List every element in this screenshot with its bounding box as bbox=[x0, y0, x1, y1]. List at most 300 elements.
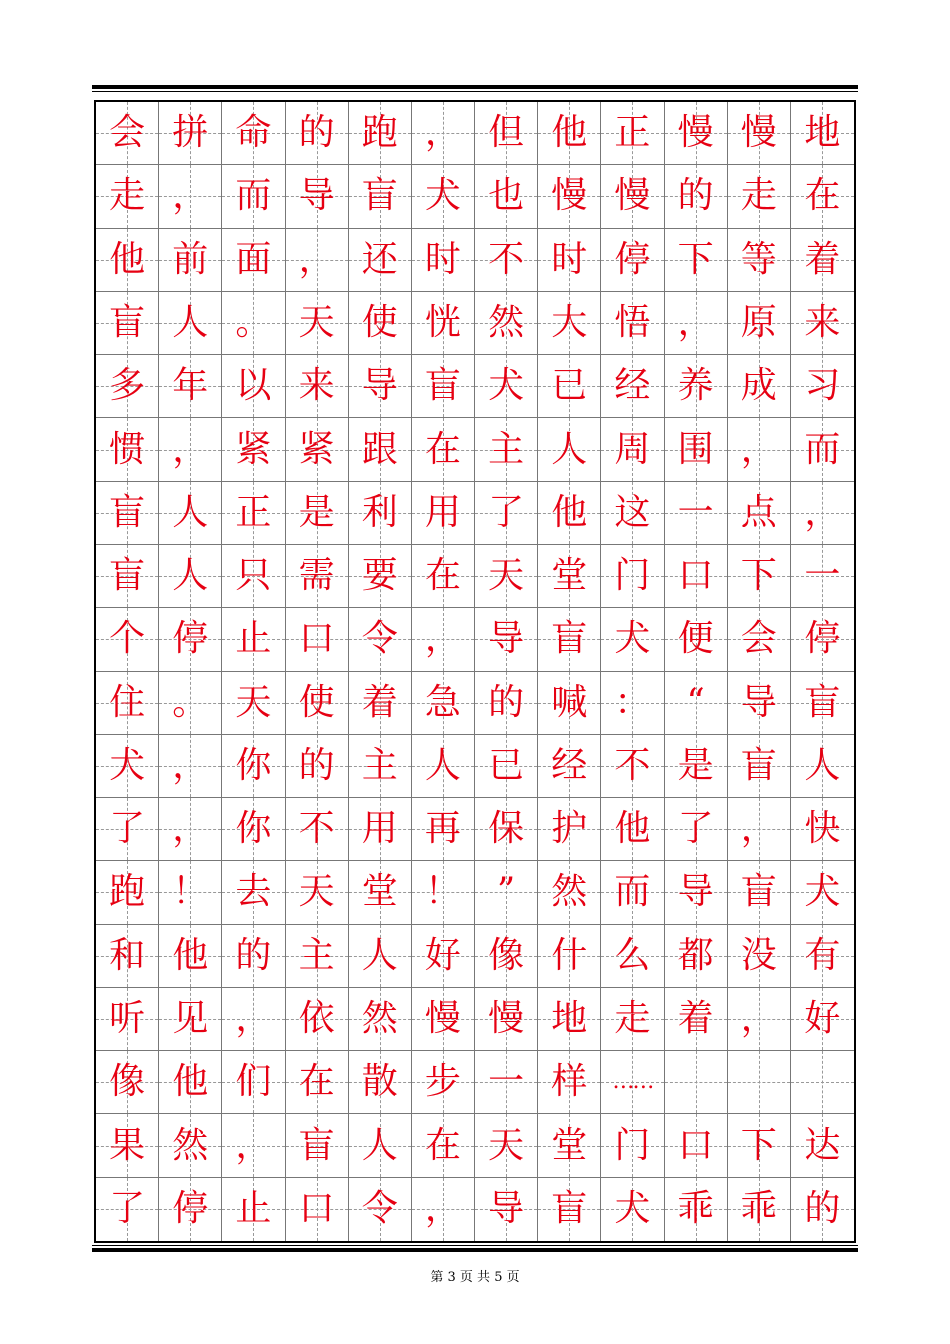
grid-cell bbox=[349, 482, 412, 545]
grid-cell bbox=[96, 735, 159, 798]
grid-cell bbox=[412, 735, 475, 798]
grid-char: 盲 bbox=[109, 301, 146, 343]
grid-cell bbox=[159, 165, 222, 228]
grid-cell bbox=[96, 925, 159, 988]
grid-cell bbox=[286, 798, 349, 861]
grid-cell bbox=[601, 545, 664, 608]
grid-char: 这 bbox=[614, 491, 651, 533]
grid-char: 堂 bbox=[551, 555, 588, 597]
grid-char: 面 bbox=[235, 238, 272, 280]
grid-char: 是 bbox=[298, 491, 335, 533]
grid-char: 惯 bbox=[109, 428, 146, 470]
grid-char: 个 bbox=[109, 618, 146, 660]
grid-char: 着 bbox=[804, 238, 841, 280]
grid-cell bbox=[286, 482, 349, 545]
grid-char: 利 bbox=[361, 491, 398, 533]
grid-char: 要 bbox=[361, 555, 398, 597]
grid-cell bbox=[412, 672, 475, 735]
grid-cell bbox=[222, 418, 285, 481]
grid-cell bbox=[222, 798, 285, 861]
grid-char: 天 bbox=[298, 301, 335, 343]
grid-cell bbox=[349, 165, 412, 228]
grid-cell bbox=[728, 545, 791, 608]
grid-cell bbox=[665, 608, 728, 671]
grid-cell bbox=[601, 608, 664, 671]
grid-char: 你 bbox=[235, 808, 272, 850]
grid-char: 以 bbox=[235, 365, 272, 407]
grid-char: 点 bbox=[740, 491, 777, 533]
grid-char: 的 bbox=[298, 112, 335, 154]
grid-cell bbox=[601, 165, 664, 228]
grid-cell bbox=[601, 1114, 664, 1177]
grid-cell bbox=[728, 355, 791, 418]
grid-cell bbox=[475, 1051, 538, 1114]
grid-cell bbox=[286, 672, 349, 735]
grid-char: 围 bbox=[677, 428, 714, 470]
grid-cell bbox=[412, 418, 475, 481]
grid-char: ， bbox=[172, 808, 209, 850]
grid-char: 盲 bbox=[361, 175, 398, 217]
grid-char: 停 bbox=[804, 618, 841, 660]
grid-char: “ bbox=[686, 681, 705, 723]
grid-char: 不 bbox=[298, 808, 335, 850]
grid-char: ！ bbox=[424, 871, 461, 913]
grid-cell bbox=[538, 988, 601, 1051]
grid-cell bbox=[538, 418, 601, 481]
grid-char: 乖 bbox=[740, 1188, 777, 1230]
grid-char: ， bbox=[424, 1188, 461, 1230]
grid-cell bbox=[159, 1178, 222, 1241]
grid-char: 在 bbox=[424, 428, 461, 470]
grid-cell bbox=[349, 102, 412, 165]
grid-char: 是 bbox=[677, 744, 714, 786]
grid-cell bbox=[286, 861, 349, 924]
grid-cell bbox=[222, 735, 285, 798]
grid-char: 拼 bbox=[172, 112, 209, 154]
grid-cell bbox=[412, 102, 475, 165]
grid-char: ！ bbox=[172, 871, 209, 913]
grid-cell bbox=[728, 1051, 791, 1114]
grid-char: 乖 bbox=[677, 1188, 714, 1230]
grid-cell bbox=[791, 1051, 854, 1114]
grid-cell bbox=[96, 229, 159, 292]
grid-char: 时 bbox=[424, 238, 461, 280]
grid-char: 堂 bbox=[551, 1124, 588, 1166]
grid-char: 而 bbox=[235, 175, 272, 217]
top-rule-thin bbox=[92, 91, 858, 92]
grid-cell bbox=[791, 165, 854, 228]
grid-cell bbox=[665, 1178, 728, 1241]
grid-cell bbox=[412, 545, 475, 608]
grid-char: 下 bbox=[740, 1124, 777, 1166]
grid-char: 使 bbox=[298, 681, 335, 723]
grid-char: 盲 bbox=[109, 491, 146, 533]
grid-cell bbox=[349, 1114, 412, 1177]
grid-char: ： bbox=[614, 681, 651, 723]
grid-cell bbox=[286, 229, 349, 292]
grid-char: 再 bbox=[424, 808, 461, 850]
grid-cell bbox=[538, 482, 601, 545]
grid-cell bbox=[665, 861, 728, 924]
grid-cell bbox=[222, 861, 285, 924]
grid-char: 保 bbox=[488, 808, 525, 850]
grid-char: ， bbox=[424, 112, 461, 154]
grid-char: 人 bbox=[804, 744, 841, 786]
grid-cell bbox=[159, 925, 222, 988]
grid-cell bbox=[538, 1114, 601, 1177]
grid-cell bbox=[475, 418, 538, 481]
grid-cell bbox=[728, 608, 791, 671]
grid-char: 成 bbox=[740, 365, 777, 407]
grid-char: 堂 bbox=[361, 871, 398, 913]
grid-char: 导 bbox=[298, 175, 335, 217]
grid-char: 还 bbox=[361, 238, 398, 280]
grid-cell bbox=[222, 988, 285, 1051]
grid-cell bbox=[791, 545, 854, 608]
grid-char: 人 bbox=[172, 491, 209, 533]
grid-cell bbox=[96, 1178, 159, 1241]
grid-char: 慢 bbox=[614, 175, 651, 217]
grid-char: 门 bbox=[614, 555, 651, 597]
grid-char: 地 bbox=[551, 998, 588, 1040]
grid-char: 跑 bbox=[361, 112, 398, 154]
grid-cell bbox=[538, 292, 601, 355]
grid-char: 导 bbox=[740, 681, 777, 723]
grid-char: 前 bbox=[172, 238, 209, 280]
grid-cell bbox=[791, 292, 854, 355]
grid-cell bbox=[538, 925, 601, 988]
grid-char: 导 bbox=[488, 618, 525, 660]
grid-cell bbox=[159, 798, 222, 861]
grid-char: 天 bbox=[235, 681, 272, 723]
grid-char: 慢 bbox=[488, 998, 525, 1040]
grid-char: 已 bbox=[488, 744, 525, 786]
grid-char: 像 bbox=[488, 934, 525, 976]
grid-char: 他 bbox=[551, 491, 588, 533]
grid-cell bbox=[475, 1178, 538, 1241]
grid-char: 了 bbox=[677, 808, 714, 850]
grid-char: 停 bbox=[172, 618, 209, 660]
grid-cell bbox=[222, 229, 285, 292]
grid-cell bbox=[475, 672, 538, 735]
grid-cell bbox=[538, 608, 601, 671]
grid-cell bbox=[475, 798, 538, 861]
grid-cell bbox=[96, 861, 159, 924]
grid-cell bbox=[601, 988, 664, 1051]
grid-cell bbox=[349, 735, 412, 798]
grid-cell bbox=[159, 861, 222, 924]
grid-char: 和 bbox=[109, 934, 146, 976]
grid-cell bbox=[286, 102, 349, 165]
grid-char: 步 bbox=[424, 1061, 461, 1103]
grid-cell bbox=[538, 165, 601, 228]
grid-cell bbox=[286, 1114, 349, 1177]
grid-cell bbox=[538, 735, 601, 798]
grid-cell bbox=[349, 798, 412, 861]
grid-char: 用 bbox=[424, 491, 461, 533]
grid-char: 只 bbox=[235, 555, 272, 597]
grid-char: 的 bbox=[488, 681, 525, 723]
grid-cell bbox=[728, 988, 791, 1051]
grid-char: 主 bbox=[488, 428, 525, 470]
grid-char: 停 bbox=[172, 1188, 209, 1230]
grid-char: 听 bbox=[109, 998, 146, 1040]
grid-cell bbox=[665, 672, 728, 735]
grid-char: 好 bbox=[804, 998, 841, 1040]
top-rule bbox=[92, 85, 858, 89]
grid-cell bbox=[791, 418, 854, 481]
grid-char: 来 bbox=[804, 301, 841, 343]
grid-char: 的 bbox=[298, 744, 335, 786]
grid-char: 来 bbox=[298, 365, 335, 407]
grid-cell bbox=[538, 861, 601, 924]
grid-char: 止 bbox=[235, 1188, 272, 1230]
grid-cell bbox=[728, 1114, 791, 1177]
grid-char: 年 bbox=[172, 365, 209, 407]
grid-cell bbox=[601, 292, 664, 355]
grid-cell bbox=[538, 355, 601, 418]
grid-cell bbox=[665, 355, 728, 418]
grid-cell bbox=[96, 545, 159, 608]
grid-char: 然 bbox=[488, 301, 525, 343]
grid-cell bbox=[538, 1051, 601, 1114]
grid-char: 在 bbox=[298, 1061, 335, 1103]
grid-cell bbox=[159, 418, 222, 481]
grid-char: 了 bbox=[109, 808, 146, 850]
grid-char: 见 bbox=[172, 998, 209, 1040]
grid-cell bbox=[159, 1114, 222, 1177]
grid-char: 口 bbox=[298, 1188, 335, 1230]
grid-cell bbox=[601, 925, 664, 988]
grid-char: 但 bbox=[488, 112, 525, 154]
grid-cell bbox=[349, 608, 412, 671]
grid-cell bbox=[538, 102, 601, 165]
grid-cell bbox=[665, 165, 728, 228]
grid-char: 停 bbox=[614, 238, 651, 280]
grid-cell bbox=[791, 861, 854, 924]
grid-char: 盲 bbox=[740, 871, 777, 913]
grid-char: 有 bbox=[804, 934, 841, 976]
grid-cell bbox=[791, 798, 854, 861]
grid-cell bbox=[412, 355, 475, 418]
grid-cell bbox=[222, 1051, 285, 1114]
grid-cell bbox=[96, 1051, 159, 1114]
grid-cell bbox=[96, 482, 159, 545]
grid-char: 果 bbox=[109, 1124, 146, 1166]
grid-char: 口 bbox=[298, 618, 335, 660]
grid-cell bbox=[286, 988, 349, 1051]
grid-char: 主 bbox=[298, 934, 335, 976]
grid-cell bbox=[475, 355, 538, 418]
grid-char: 不 bbox=[488, 238, 525, 280]
grid-cell bbox=[475, 608, 538, 671]
grid-char: 了 bbox=[109, 1188, 146, 1230]
grid-char: 用 bbox=[361, 808, 398, 850]
grid-cell bbox=[601, 418, 664, 481]
grid-cell bbox=[601, 798, 664, 861]
grid-char: ， bbox=[235, 998, 272, 1040]
grid-char: 人 bbox=[424, 744, 461, 786]
grid-char: 在 bbox=[424, 555, 461, 597]
grid-char: 急 bbox=[424, 681, 461, 723]
grid-char: 一 bbox=[488, 1061, 525, 1103]
grid-char: ， bbox=[172, 744, 209, 786]
grid-char: 紧 bbox=[298, 428, 335, 470]
grid-cell bbox=[412, 861, 475, 924]
grid-char: 需 bbox=[298, 555, 335, 597]
grid-char: 习 bbox=[804, 365, 841, 407]
grid-cell bbox=[665, 292, 728, 355]
grid-cell bbox=[286, 165, 349, 228]
grid-cell bbox=[286, 545, 349, 608]
grid-char: 天 bbox=[298, 871, 335, 913]
grid-char: 盲 bbox=[804, 681, 841, 723]
grid-char: 令 bbox=[361, 1188, 398, 1230]
grid-cell bbox=[538, 672, 601, 735]
grid-char: 人 bbox=[361, 934, 398, 976]
grid-cell bbox=[349, 292, 412, 355]
grid-cell bbox=[665, 735, 728, 798]
grid-cell bbox=[96, 608, 159, 671]
grid-cell bbox=[96, 988, 159, 1051]
grid-cell bbox=[222, 608, 285, 671]
grid-cell bbox=[222, 545, 285, 608]
grid-cell bbox=[159, 229, 222, 292]
grid-char: 跑 bbox=[109, 871, 146, 913]
grid-cell bbox=[728, 672, 791, 735]
grid-char: 你 bbox=[235, 744, 272, 786]
grid-cell bbox=[601, 1051, 664, 1114]
grid-char: 养 bbox=[677, 365, 714, 407]
grid-cell bbox=[96, 418, 159, 481]
grid-char: 什 bbox=[551, 934, 588, 976]
grid-char: 走 bbox=[740, 175, 777, 217]
grid-char: 喊 bbox=[551, 681, 588, 723]
grid-char: 原 bbox=[740, 301, 777, 343]
grid-char: ， bbox=[804, 491, 841, 533]
grid-cell bbox=[791, 925, 854, 988]
grid-char: 口 bbox=[677, 1124, 714, 1166]
grid-cell bbox=[728, 292, 791, 355]
grid-cell bbox=[286, 292, 349, 355]
grid-cell bbox=[412, 292, 475, 355]
grid-cell bbox=[222, 102, 285, 165]
grid-cell bbox=[475, 292, 538, 355]
grid-cell bbox=[475, 735, 538, 798]
grid-cell bbox=[349, 861, 412, 924]
grid-char: 也 bbox=[488, 175, 525, 217]
grid-char: ， bbox=[677, 301, 714, 343]
grid-char: 悟 bbox=[614, 301, 651, 343]
grid-char: 盲 bbox=[298, 1124, 335, 1166]
grid-cell bbox=[412, 165, 475, 228]
grid-char: 时 bbox=[551, 238, 588, 280]
grid-cell bbox=[475, 988, 538, 1051]
grid-char: 慢 bbox=[424, 998, 461, 1040]
grid-cell bbox=[159, 545, 222, 608]
grid-cell bbox=[159, 292, 222, 355]
grid-char: 人 bbox=[361, 1124, 398, 1166]
grid-cell bbox=[665, 1114, 728, 1177]
grid-cell bbox=[791, 608, 854, 671]
grid-char: ， bbox=[172, 175, 209, 217]
grid-cell bbox=[159, 672, 222, 735]
grid-char: 经 bbox=[614, 365, 651, 407]
grid-char: 的 bbox=[235, 934, 272, 976]
grid-cell bbox=[665, 988, 728, 1051]
grid-cell bbox=[159, 608, 222, 671]
bottom-rule-thin bbox=[92, 1245, 858, 1246]
grid-cell bbox=[665, 418, 728, 481]
grid-cell bbox=[222, 292, 285, 355]
grid-char: 犬 bbox=[424, 175, 461, 217]
grid-char: 的 bbox=[677, 175, 714, 217]
grid-char: 散 bbox=[361, 1061, 398, 1103]
grid-char: 人 bbox=[172, 555, 209, 597]
grid-cell bbox=[475, 229, 538, 292]
grid-cell bbox=[286, 735, 349, 798]
grid-cell bbox=[96, 165, 159, 228]
grid-cell bbox=[412, 925, 475, 988]
grid-cell bbox=[349, 988, 412, 1051]
bottom-rule bbox=[92, 1248, 858, 1252]
grid-char: 他 bbox=[614, 808, 651, 850]
grid-char: 便 bbox=[677, 618, 714, 660]
grid-char: 走 bbox=[614, 998, 651, 1040]
grid-char: 样 bbox=[551, 1061, 588, 1103]
grid-char: 正 bbox=[614, 112, 651, 154]
grid-cell bbox=[791, 229, 854, 292]
grid-char: 然 bbox=[551, 871, 588, 913]
grid-cell bbox=[475, 482, 538, 545]
grid-cell bbox=[349, 1178, 412, 1241]
grid-cell bbox=[601, 672, 664, 735]
grid-cell bbox=[538, 545, 601, 608]
grid-char: 他 bbox=[109, 238, 146, 280]
grid-char: 导 bbox=[361, 365, 398, 407]
grid-char: 住 bbox=[109, 681, 146, 723]
grid-cell bbox=[791, 355, 854, 418]
grid-char: …… bbox=[612, 1069, 653, 1095]
grid-cell bbox=[665, 925, 728, 988]
grid-cell bbox=[286, 925, 349, 988]
grid-char: 紧 bbox=[235, 428, 272, 470]
grid-char: 。 bbox=[235, 301, 272, 343]
grid-char: 他 bbox=[172, 1061, 209, 1103]
grid-char: 地 bbox=[804, 112, 841, 154]
grid-cell bbox=[349, 229, 412, 292]
grid-cell bbox=[665, 102, 728, 165]
grid-cell bbox=[159, 1051, 222, 1114]
grid-char: 使 bbox=[361, 301, 398, 343]
grid-char: 的 bbox=[804, 1188, 841, 1230]
grid-cell bbox=[475, 102, 538, 165]
grid-char: 慢 bbox=[677, 112, 714, 154]
grid-cell bbox=[159, 482, 222, 545]
grid-cell bbox=[349, 925, 412, 988]
grid-char: ， bbox=[172, 428, 209, 470]
grid-cell bbox=[601, 355, 664, 418]
grid-cell bbox=[791, 102, 854, 165]
grid-cell bbox=[412, 1051, 475, 1114]
grid-cell bbox=[96, 1114, 159, 1177]
grid-char: 口 bbox=[677, 555, 714, 597]
grid-char: 没 bbox=[740, 934, 777, 976]
grid-char: 恍 bbox=[424, 301, 461, 343]
grid-cell bbox=[665, 229, 728, 292]
grid-char: 盲 bbox=[109, 555, 146, 597]
grid-char: 犬 bbox=[109, 744, 146, 786]
